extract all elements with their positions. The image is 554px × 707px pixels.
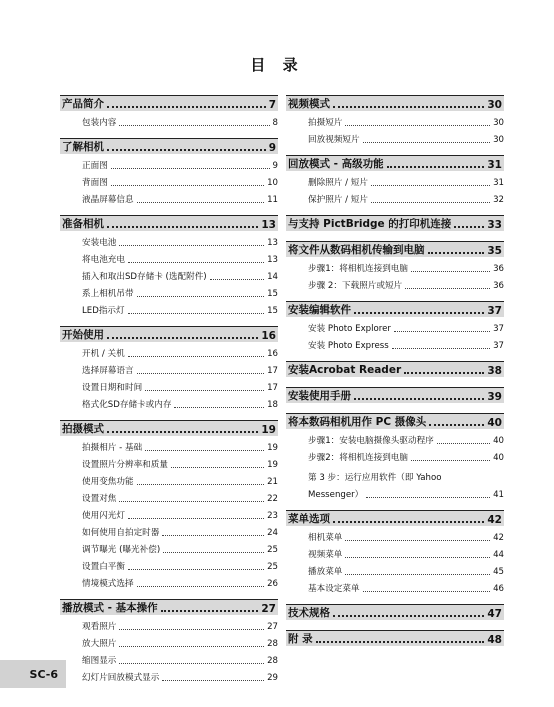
toc-entry[interactable] xyxy=(60,632,278,649)
entry-title: 保护照片 / 短片 xyxy=(308,195,368,205)
entry-page-number: 22 xyxy=(267,494,278,504)
toc-entry[interactable] xyxy=(286,483,504,500)
entry-page-number: 28 xyxy=(267,639,278,649)
entry-page-number: 19 xyxy=(267,443,278,453)
dot-leader xyxy=(411,271,490,272)
dot-leader xyxy=(137,296,264,297)
entry-title: 设置对焦 xyxy=(82,494,117,504)
dot-leader xyxy=(119,646,264,647)
dot-leader xyxy=(111,168,270,169)
section-title: 回放模式 - 高级功能 xyxy=(288,158,384,170)
dot-leader xyxy=(210,279,264,280)
toc-section xyxy=(286,510,504,594)
toc-section xyxy=(286,630,504,646)
dot-leader xyxy=(107,149,266,151)
dot-leader xyxy=(171,467,264,468)
page-number-tab: SC-6 xyxy=(0,660,66,688)
section-page-number: 30 xyxy=(487,99,502,111)
toc-entry[interactable] xyxy=(286,577,504,594)
entry-title: 放大照片 xyxy=(82,639,117,649)
dot-leader xyxy=(392,348,490,349)
toc-section-heading[interactable] xyxy=(286,215,504,231)
entry-title: 系上相机吊带 xyxy=(82,289,134,299)
toc-entry[interactable] xyxy=(286,429,504,446)
toc-entry[interactable] xyxy=(286,257,504,274)
dot-leader xyxy=(119,245,264,246)
dot-leader xyxy=(119,125,269,126)
dot-leader xyxy=(345,125,490,126)
dot-leader xyxy=(119,663,264,664)
entry-page-number: 25 xyxy=(267,562,278,572)
toc-section-heading[interactable] xyxy=(286,301,504,317)
entry-page-number: 26 xyxy=(267,579,278,589)
dot-leader xyxy=(345,540,490,541)
entry-page-number: 17 xyxy=(267,383,278,393)
toc-section-heading[interactable] xyxy=(286,241,504,257)
dot-leader xyxy=(119,629,264,630)
dot-leader xyxy=(137,586,264,587)
entry-title: 背面图 xyxy=(82,178,108,188)
toc-entry[interactable] xyxy=(60,282,278,299)
entry-page-number: 19 xyxy=(267,460,278,470)
toc-entry[interactable] xyxy=(60,393,278,410)
toc-section xyxy=(286,387,504,403)
entry-page-number: 37 xyxy=(493,341,504,351)
entry-page-number: 13 xyxy=(267,238,278,248)
entry-title: 删除照片 / 短片 xyxy=(308,178,368,188)
entry-title: 步骤2：将相机连接到电脑 xyxy=(308,453,408,463)
entry-title: 正面图 xyxy=(82,161,108,171)
entry-title: Messenger） xyxy=(308,490,364,500)
toc-section xyxy=(286,241,504,291)
entry-title: 安装 Photo Express xyxy=(308,341,389,351)
entry-title: 第 3 步：运行应用软件（即 Yahoo xyxy=(308,473,442,483)
entry-title: 设置日期和时间 xyxy=(82,383,143,393)
dot-leader xyxy=(128,262,264,263)
toc-section-heading[interactable] xyxy=(60,326,278,342)
dot-leader xyxy=(119,501,264,502)
toc-section-heading[interactable] xyxy=(286,510,504,526)
entry-page-number: 44 xyxy=(493,550,504,560)
toc-entry[interactable] xyxy=(286,188,504,205)
dot-leader xyxy=(428,252,485,254)
dot-leader xyxy=(333,521,484,523)
section-page-number: 40 xyxy=(487,417,502,429)
toc-entry[interactable] xyxy=(60,521,278,538)
dot-leader xyxy=(345,574,490,575)
entry-page-number: 8 xyxy=(272,118,278,128)
entry-title: 拍摄短片 xyxy=(308,118,343,128)
dot-leader xyxy=(371,202,490,203)
dot-leader xyxy=(411,460,490,461)
toc-entry[interactable] xyxy=(60,376,278,393)
toc-section-heading[interactable] xyxy=(286,361,504,377)
section-title: 准备相机 xyxy=(62,218,104,230)
dot-leader xyxy=(354,312,484,314)
toc-section xyxy=(60,95,278,128)
toc-section-heading[interactable] xyxy=(60,138,278,154)
toc-section xyxy=(60,138,278,205)
toc-section-heading[interactable] xyxy=(60,215,278,231)
dot-leader xyxy=(333,106,484,108)
dot-leader xyxy=(371,185,490,186)
entry-title: 相机菜单 xyxy=(308,533,343,543)
dot-leader xyxy=(333,615,484,617)
section-page-number: 9 xyxy=(268,142,276,154)
entry-page-number: 18 xyxy=(267,400,278,410)
dot-leader xyxy=(161,610,259,612)
toc-section-heading[interactable] xyxy=(60,95,278,111)
toc-entry[interactable] xyxy=(60,504,278,521)
entry-title: 情境模式选择 xyxy=(82,579,134,589)
toc-entry[interactable] xyxy=(60,555,278,572)
dot-leader xyxy=(107,106,266,108)
entry-title: 液晶屏幕信息 xyxy=(82,195,134,205)
section-title: 播放模式 - 基本操作 xyxy=(62,602,158,614)
toc-entry[interactable] xyxy=(60,487,278,504)
entry-title: 使用变焦功能 xyxy=(82,477,134,487)
toc-section-heading[interactable] xyxy=(286,387,504,403)
entry-title: 插入和取出SD存储卡 (选配附件) xyxy=(82,272,207,282)
entry-page-number: 16 xyxy=(267,349,278,359)
section-page-number: 16 xyxy=(261,330,276,342)
dot-leader xyxy=(128,313,264,314)
section-page-number: 19 xyxy=(261,424,276,436)
entry-title: 如何使用自拍定时器 xyxy=(82,528,160,538)
entry-page-number: 11 xyxy=(267,195,278,205)
toc-section-heading[interactable] xyxy=(60,599,278,615)
entry-page-number: 37 xyxy=(493,324,504,334)
toc-section xyxy=(286,301,504,351)
dot-leader xyxy=(162,680,264,681)
entry-page-number: 30 xyxy=(493,135,504,145)
toc-entry[interactable] xyxy=(286,317,504,334)
toc-entry[interactable] xyxy=(60,265,278,282)
dot-leader xyxy=(345,557,490,558)
toc-entry[interactable] xyxy=(60,453,278,470)
page-title: 目 录 xyxy=(250,56,304,74)
section-page-number: 47 xyxy=(487,608,502,620)
entry-page-number: 36 xyxy=(493,264,504,274)
toc-section xyxy=(60,326,278,410)
entry-page-number: 29 xyxy=(267,673,278,683)
toc-section xyxy=(286,413,504,500)
entry-page-number: 40 xyxy=(493,436,504,446)
toc-section-heading[interactable] xyxy=(286,604,504,620)
entry-title: 播放菜单 xyxy=(308,567,343,577)
dot-leader xyxy=(363,591,490,592)
entry-title: 设置照片分辨率和质量 xyxy=(82,460,168,470)
entry-page-number: 21 xyxy=(267,477,278,487)
toc-section xyxy=(60,599,278,683)
toc-entry[interactable] xyxy=(60,154,278,171)
entry-title: 回放视频短片 xyxy=(308,135,360,145)
entry-title: 观看照片 xyxy=(82,622,117,632)
toc-entry[interactable] xyxy=(60,359,278,376)
toc-entry[interactable] xyxy=(60,231,278,248)
toc-entry[interactable] xyxy=(60,572,278,589)
toc-section xyxy=(60,215,278,316)
entry-title: 视频菜单 xyxy=(308,550,343,560)
toc-entry[interactable] xyxy=(60,248,278,265)
section-title: 将文件从数码相机传输到电脑 xyxy=(288,244,425,256)
entry-title: 开机 / 关机 xyxy=(82,349,125,359)
entry-title: 步骤 2：下载照片或短片 xyxy=(308,281,403,291)
toc-section xyxy=(286,95,504,145)
entry-title: 缩图显示 xyxy=(82,656,117,666)
entry-title: 包装内容 xyxy=(82,118,117,128)
toc-entry[interactable] xyxy=(286,463,504,483)
toc-entry[interactable] xyxy=(286,560,504,577)
entry-page-number: 15 xyxy=(267,289,278,299)
dot-leader xyxy=(429,424,484,426)
entry-title: 将电池充电 xyxy=(82,255,125,265)
dot-leader xyxy=(366,497,490,498)
entry-page-number: 25 xyxy=(267,545,278,555)
dot-leader xyxy=(137,373,264,374)
entry-page-number: 10 xyxy=(267,178,278,188)
toc-entry[interactable] xyxy=(60,538,278,555)
entry-title: 安装电池 xyxy=(82,238,117,248)
dot-leader xyxy=(145,450,264,451)
toc-section xyxy=(286,604,504,620)
entry-page-number: 28 xyxy=(267,656,278,666)
dot-leader xyxy=(162,535,264,536)
entry-page-number: 46 xyxy=(493,584,504,594)
dot-leader xyxy=(454,226,484,228)
section-title: 将本数码相机用作 PC 摄像头 xyxy=(288,416,427,428)
toc-entry[interactable] xyxy=(60,171,278,188)
section-title: 附 录 xyxy=(288,633,313,645)
entry-page-number: 42 xyxy=(493,533,504,543)
section-title: 拍摄模式 xyxy=(62,423,104,435)
section-page-number: 39 xyxy=(487,391,502,403)
section-title: 开始使用 xyxy=(62,329,104,341)
dot-leader xyxy=(405,288,490,289)
section-title: 安装编辑软件 xyxy=(288,304,351,316)
dot-leader xyxy=(363,142,490,143)
dot-leader xyxy=(137,484,264,485)
section-page-number: 13 xyxy=(261,219,276,231)
dot-leader xyxy=(107,337,258,339)
entry-page-number: 32 xyxy=(493,195,504,205)
toc-right-column xyxy=(286,95,504,656)
section-page-number: 42 xyxy=(487,514,502,526)
dot-leader xyxy=(128,569,264,570)
toc-entry[interactable] xyxy=(60,666,278,683)
dot-leader xyxy=(316,641,485,643)
section-page-number: 35 xyxy=(487,245,502,257)
section-page-number: 37 xyxy=(487,305,502,317)
section-page-number: 48 xyxy=(487,634,502,646)
entry-page-number: 17 xyxy=(267,366,278,376)
section-page-number: 7 xyxy=(268,99,276,111)
dot-leader xyxy=(387,166,485,168)
dot-leader xyxy=(107,226,258,228)
entry-page-number: 45 xyxy=(493,567,504,577)
dot-leader xyxy=(107,431,258,433)
dot-leader xyxy=(174,407,264,408)
toc-left-column xyxy=(60,95,278,693)
toc-entry[interactable] xyxy=(60,470,278,487)
toc-entry[interactable] xyxy=(60,615,278,632)
toc-entry[interactable] xyxy=(286,128,504,145)
entry-page-number: 36 xyxy=(493,281,504,291)
entry-page-number: 27 xyxy=(267,622,278,632)
entry-title: 幻灯片回放模式显示 xyxy=(82,673,160,683)
toc-section-heading[interactable] xyxy=(286,95,504,111)
toc-entry[interactable] xyxy=(60,188,278,205)
entry-title: 基本设定菜单 xyxy=(308,584,360,594)
dot-leader xyxy=(437,443,490,444)
entry-title: 步骤1：安装电脑摄像头驱动程序 xyxy=(308,436,434,446)
section-title: 产品简介 xyxy=(62,98,104,110)
section-title: 了解相机 xyxy=(62,141,104,153)
section-title: 安装Acrobat Reader xyxy=(288,364,402,376)
toc-section xyxy=(60,420,278,589)
toc-section-heading[interactable] xyxy=(286,155,504,171)
entry-title: 使用闪光灯 xyxy=(82,511,125,521)
entry-page-number: 13 xyxy=(267,255,278,265)
entry-title: 格式化SD存储卡或内存 xyxy=(82,400,172,410)
toc-section xyxy=(286,215,504,231)
section-title: 视频模式 xyxy=(288,98,330,110)
entry-page-number: 15 xyxy=(267,306,278,316)
dot-leader xyxy=(145,390,264,391)
entry-title: 步骤1：将相机连接到电脑 xyxy=(308,264,408,274)
toc-section xyxy=(286,361,504,377)
toc-entry[interactable] xyxy=(286,526,504,543)
toc-section-heading[interactable] xyxy=(60,420,278,436)
toc-entry[interactable] xyxy=(286,274,504,291)
entry-title: 拍摄相片 - 基础 xyxy=(82,443,143,453)
toc-entry[interactable] xyxy=(286,171,504,188)
toc-entry[interactable] xyxy=(60,436,278,453)
toc-entry[interactable] xyxy=(60,111,278,128)
toc-section xyxy=(286,155,504,205)
dot-leader xyxy=(404,372,484,374)
section-title: 与支持 PictBridge 的打印机连接 xyxy=(288,218,452,230)
dot-leader xyxy=(354,398,484,400)
toc-entry[interactable] xyxy=(60,342,278,359)
section-page-number: 31 xyxy=(487,159,502,171)
dot-leader xyxy=(128,518,264,519)
toc-entry[interactable] xyxy=(286,543,504,560)
toc-section-heading[interactable] xyxy=(286,630,504,646)
section-title: 安装使用手册 xyxy=(288,390,351,402)
toc-entry[interactable] xyxy=(60,299,278,316)
dot-leader xyxy=(394,331,490,332)
entry-title: 调节曝光 (曝光补偿) xyxy=(82,545,161,555)
entry-page-number: 31 xyxy=(493,178,504,188)
entry-page-number: 14 xyxy=(267,272,278,282)
entry-page-number: 41 xyxy=(493,490,504,500)
toc-entry[interactable] xyxy=(286,446,504,463)
toc-entry[interactable] xyxy=(60,649,278,666)
entry-page-number: 23 xyxy=(267,511,278,521)
section-page-number: 27 xyxy=(261,603,276,615)
entry-page-number: 40 xyxy=(493,453,504,463)
dot-leader xyxy=(128,356,264,357)
entry-page-number: 9 xyxy=(272,161,278,171)
dot-leader xyxy=(137,202,264,203)
entry-title: 安装 Photo Explorer xyxy=(308,324,391,334)
entry-page-number: 30 xyxy=(493,118,504,128)
section-title: 技术规格 xyxy=(288,607,330,619)
toc-section-heading[interactable] xyxy=(286,413,504,429)
toc-entry[interactable] xyxy=(286,334,504,351)
entry-title: LED指示灯 xyxy=(82,306,125,316)
section-page-number: 38 xyxy=(487,365,502,377)
toc-entry[interactable] xyxy=(286,111,504,128)
entry-page-number: 24 xyxy=(267,528,278,538)
entry-title: 设置白平衡 xyxy=(82,562,125,572)
section-title: 菜单选项 xyxy=(288,513,330,525)
entry-title: 选择屏幕语言 xyxy=(82,366,134,376)
section-page-number: 33 xyxy=(487,219,502,231)
dot-leader xyxy=(111,185,264,186)
dot-leader xyxy=(163,552,264,553)
